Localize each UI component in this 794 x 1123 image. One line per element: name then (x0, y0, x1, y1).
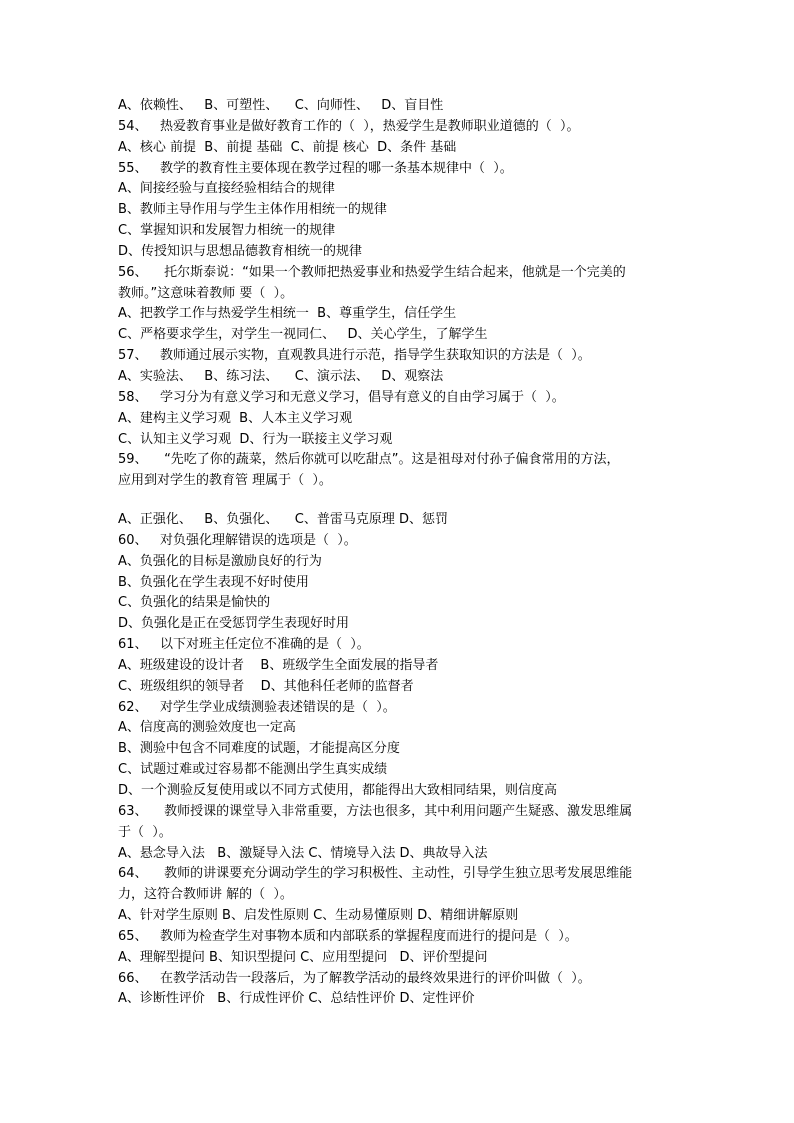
question-text: 55、 教学的教育性主要体现在教学过程的哪一条基本规律中（ ）。 (118, 160, 513, 176)
text-line: B、负强化在学生表现不好时使用 (118, 574, 309, 590)
text-line: D、负强化是正在受惩罚学生表现好时用 (118, 616, 350, 632)
text-line: C、负强化的结果是愉快的 (118, 595, 271, 611)
text-line: A、正强化、 B、负强化、 C、普雷马克原理 D、惩罚 (118, 512, 448, 528)
text-line: C、严格要求学生，对学生一视同仁、 D、关心学生，了解学生 (118, 327, 488, 343)
text-line: D、传授知识与思想品德教育相统一的规律 (118, 243, 363, 259)
text-line: B、测验中包含不同难度的试题，才能提高区分度 (118, 741, 400, 757)
document-body (118, 96, 718, 1010)
text-line: A、信度高的测验效度也一定高 (118, 720, 296, 736)
question-text: 56、 托尔斯泰说：“如果一个教师把热爱事业和热爱学生结合起来，他就是一个完美的 (118, 264, 626, 280)
text-line: C、掌握知识和发展智力相统一的规律 (118, 223, 336, 239)
text-line: A、悬念导入法 B、激疑导入法 C、情境导入法 D、典故导入法 (118, 845, 488, 861)
question-text: 64、 教师的讲课要充分调动学生的学习积极性、主动性，引导学生独立思考发展思维能 (118, 866, 633, 882)
text-line: A、理解型提问 B、知识型提问 C、应用型提问 D、评价型提问 (118, 949, 488, 965)
text-line: A、把教学工作与热爱学生相统一 B、尊重学生，信任学生 (118, 306, 457, 322)
question-text: 59、 “先吃了你的蔬菜，然后你就可以吃甜点”。这是祖母对付孙子偏食常用的方法， (118, 452, 620, 468)
text-line: C、班级组织的领导者 D、其他科任老师的监督者 (118, 678, 414, 694)
text-line: 于（ ）。 (118, 824, 172, 840)
text-line: 力，这符合教师讲 解的（ ）。 (118, 887, 293, 903)
text-line: C、试题过难或过容易都不能测出学生真实成绩 (118, 762, 388, 778)
question-text: 63、 教师授课的课堂导入非常重要，方法也很多，其中利用问题产生疑惑、激发思维属 (118, 803, 633, 819)
question-text: 65、 教师为检查学生对事物本质和内部联系的掌握程度而进行的提问是（ ）。 (118, 928, 578, 944)
text-line: A、班级建设的设计者 B、班级学生全面发展的指导者 (118, 657, 439, 673)
text-line: A、实验法、 B、练习法、 C、演示法、 D、观察法 (118, 368, 444, 384)
text-line: A、间接经验与直接经验相结合的规律 (118, 181, 335, 197)
text-line: D、一个测验反复使用或以不同方式使用，都能得出大致相同结果，则信度高 (118, 783, 558, 798)
text-line: B、教师主导作用与学生主体作用相统一的规律 (118, 202, 387, 218)
text-line: A、针对学生原则 B、启发性原则 C、生动易懂原则 D、精细讲解原则 (118, 908, 519, 924)
question-text: 57、 教师通过展示实物，直观教具进行示范，指导学生获取知识的方法是（ ）。 (118, 348, 591, 364)
text-line: A、诊断性评价 B、行成性评价 C、总结性评价 D、定性评价 (118, 991, 475, 1007)
text-line: A、依赖性、 B、可塑性、 C、向师性、 D、盲目性 (118, 98, 444, 113)
question-text: 62、 对学生学业成绩测验表述错误的是（ ）。 (118, 699, 396, 715)
question-text: 61、 以下对班主任定位不准确的是（ ）。 (118, 637, 370, 653)
text-line: C、认知主义学习观 D、行为一联接主义学习观 (118, 431, 393, 447)
text-line: A、建构主义学习观 B、人本主义学习观 (118, 410, 353, 426)
text-line: 教师。”这意味着教师 要（ ）。 (118, 285, 294, 301)
question-text: 54、 热爱教育事业是做好教育工作的（ ），热爱学生是教师职业道德的（ ）。 (118, 118, 580, 134)
blank-gap (118, 492, 718, 510)
question-text: 58、 学习分为有意义学习和无意义学习，倡导有意义的自由学习属于（ ）。 (118, 389, 565, 405)
text-line: A、核心 前提 B、前提 基础 C、前提 核心 D、条件 基础 (118, 139, 457, 155)
question-text: 60、 对负强化理解错误的选项是（ ）。 (118, 532, 357, 548)
text-line: A、负强化的目标是激励良好的行为 (118, 553, 322, 569)
question-text: 66、 在教学活动告一段落后，为了解教学活动的最终效果进行的评价叫做（ ）。 (118, 970, 591, 986)
text-line: 应用到对学生的教育管 理属于（ ）。 (118, 473, 332, 489)
